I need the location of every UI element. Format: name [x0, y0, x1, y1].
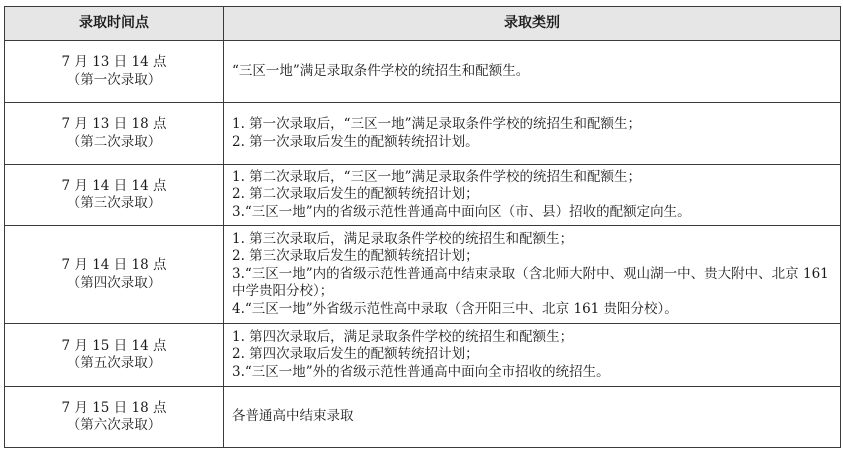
table-row	[5, 165, 841, 226]
category-line: 2. 第二次录取后发生的配额转统招计划；	[232, 186, 479, 203]
category-line: 1. 第二次录取后，“三区一地”满足录取条件学校的统招生和配额生；	[232, 168, 641, 185]
header-admission-category: 录取类别	[224, 7, 841, 41]
category-line: 4.“三区一地”外省级示范性高中录取（含开阳三中、北京 161 贵阳分校）。	[232, 300, 678, 317]
table-row	[5, 226, 841, 324]
category-line: 1. 第一次录取后，“三区一地”满足录取条件学校的统招生和配额生；	[232, 116, 641, 132]
header-admission-time: 录取时间点	[5, 7, 224, 41]
time-text: 7 月 15 日 18 点	[61, 399, 167, 416]
time-cell	[5, 387, 224, 448]
category-line: 2. 第四次录取后发生的配额转统招计划；	[232, 346, 479, 363]
category-line: 3.“三区一地”内的省级示范性普通高中面向区（市、县）招收的配额定向生。	[232, 203, 691, 220]
category-cell	[224, 387, 841, 448]
table-header-row	[5, 7, 841, 41]
category-line: “三区一地”满足录取条件学校的统招生和配额生。	[232, 62, 530, 79]
round-text: （第四次录取）	[66, 274, 162, 291]
round-text: （第三次录取）	[66, 195, 162, 211]
time-cell	[5, 165, 224, 226]
time-cell	[5, 41, 224, 103]
category-line: 各普通高中结束录取	[232, 408, 354, 425]
round-text: （第六次录取）	[66, 417, 162, 433]
table-row	[5, 324, 841, 387]
category-line: 3.“三区一地”内的省级示范性普通高中结束录取（含北师大附中、观山湖一中、贵大附中、北京 161 中学贵阳分校）；	[232, 265, 829, 300]
admission-schedule-table	[4, 6, 841, 448]
table-row	[5, 103, 841, 165]
round-text: （第一次录取）	[66, 71, 162, 88]
category-cell	[224, 103, 841, 165]
category-cell	[224, 165, 841, 226]
time-text: 7 月 14 日 18 点	[61, 257, 167, 273]
time-cell	[5, 226, 224, 324]
time-text: 7 月 15 日 14 点	[61, 337, 167, 354]
round-text: （第五次录取）	[66, 355, 162, 371]
category-line: 2. 第三次录取后发生的配额转统招计划；	[232, 248, 479, 265]
category-line: 1. 第三次录取后，满足录取条件学校的统招生和配额生；	[232, 230, 574, 247]
category-line: 1. 第四次录取后，满足录取条件学校的统招生和配额生；	[232, 328, 574, 345]
time-text: 7 月 13 日 14 点	[61, 54, 167, 70]
category-line: 2. 第一次录取后发生的配额转统招计划。	[232, 133, 479, 150]
time-cell	[5, 324, 224, 387]
time-text: 7 月 13 日 18 点	[61, 116, 167, 132]
category-cell	[224, 324, 841, 387]
round-text: （第二次录取）	[66, 133, 162, 150]
table-row	[5, 41, 841, 103]
time-cell	[5, 103, 224, 165]
category-cell	[224, 41, 841, 103]
time-text: 7 月 14 日 14 点	[61, 177, 167, 194]
category-line: 3.“三区一地”外的省级示范性普通高中面向全市招收的统招生。	[232, 363, 610, 380]
category-cell	[224, 226, 841, 324]
table-row	[5, 387, 841, 448]
